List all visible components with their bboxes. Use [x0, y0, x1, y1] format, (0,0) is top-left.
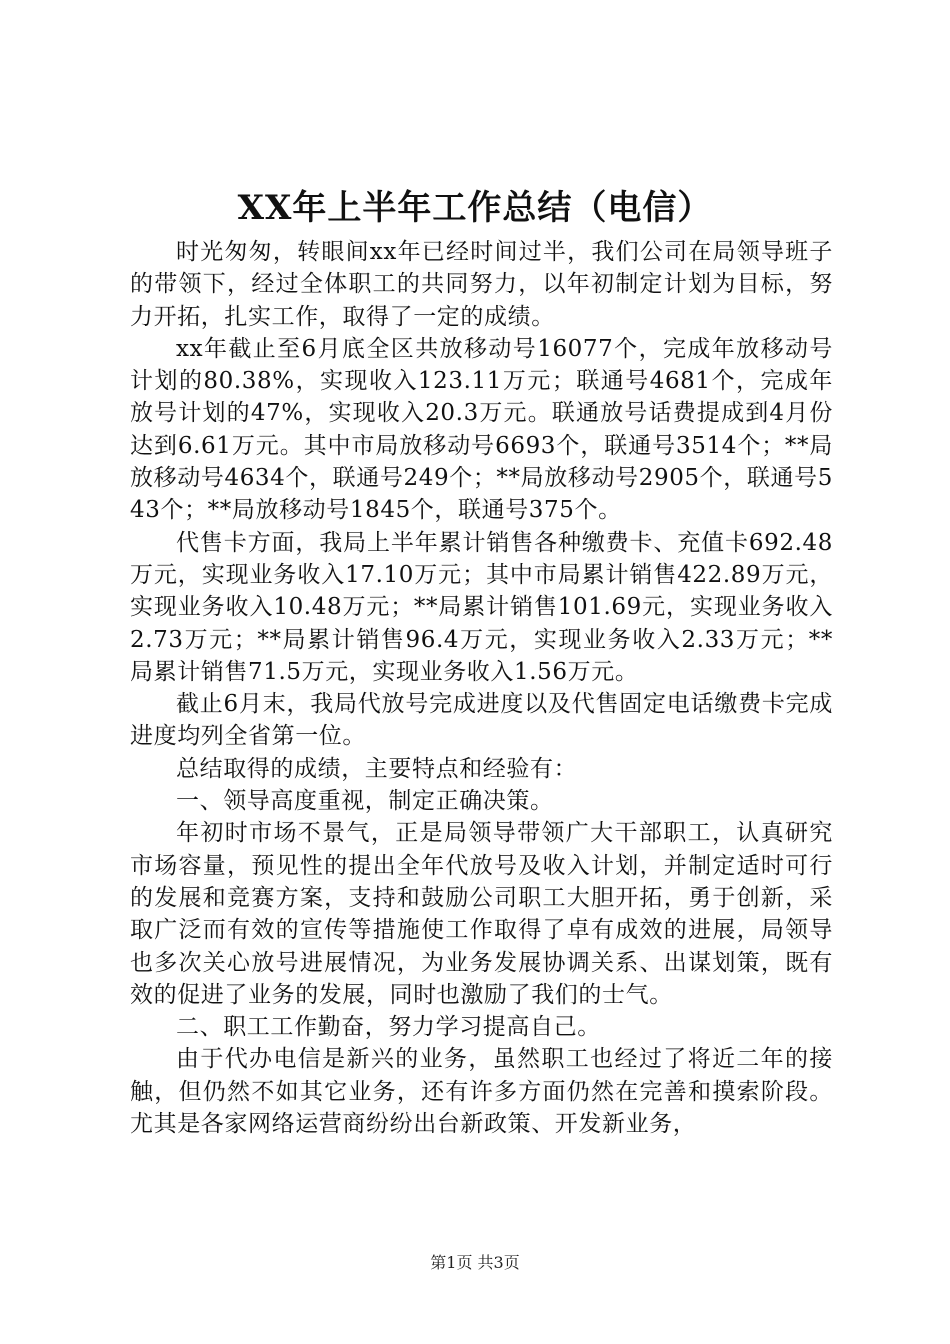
paragraph: 截止6月末，我局代放号完成进度以及代售固定电话缴费卡完成进度均列全省第一位。 — [130, 691, 833, 750]
section-heading: 一、领导高度重视，制定正确决策。 — [176, 788, 554, 815]
page-number: 第1页 共3页 — [430, 1253, 520, 1272]
paragraph: xx年截止至6月底全区共放移动号16077个，完成年放移动号计划的80.38%，实现收入123.11万元；联通号4681个，完成年放号计划的47%，实现收入20.3万元。联通放号话费提成到4月份达到6.61万元。其中市局放移动号6693个，联通号3514个；**局放移动号4634个，联通号249个；**局放移动号2905个，联通号543个；**局放移动号1845个，联通号375个。 — [130, 335, 833, 524]
paragraph: 时光匆匆，转眼间xx年已经时间过半，我们公司在局领导班子的带领下，经过全体职工的共同努力，以年初制定计划为目标，努力开拓，扎实工作，取得了一定的成绩。 — [130, 239, 833, 330]
section-heading: 二、职工工作勤奋，努力学习提高自己。 — [176, 1014, 601, 1041]
paragraph: 由于代办电信是新兴的业务，虽然职工也经过了将近二年的接触，但仍然不如其它业务，还有许多方面仍然在完善和摸索阶段。尤其是各家网络运营商纷纷出台新政策、开发新业务， — [130, 1046, 833, 1138]
paragraph: 年初时市场不景气，正是局领导带领广大干部职工，认真研究市场容量，预见性的提出全年代放号及收入计划，并制定适时可行的发展和竞赛方案，支持和鼓励公司职工大胆开拓，勇于创新，采取广泛而有效的宣传等措施使工作取得了卓有成效的进展，局领导也多次关心放号进展情况，为业务发展协调关系、出谋划策，既有效的促进了业务的发展，同时也激励了我们的士气。 — [130, 820, 833, 1008]
paragraph: 总结取得的成绩，主要特点和经验有： — [176, 755, 578, 782]
document-body — [130, 236, 833, 1140]
document-title: XX年上半年工作总结（电信） — [237, 188, 713, 228]
paragraph: 代售卡方面，我局上半年累计销售各种缴费卡、充值卡692.48万元，实现业务收入17.10万元；其中市局累计销售422.89万元，实现业务收入10.48万元；**局累计销售101.69元，实现业务收入2.73万元；**局累计销售96.4万元，实现业务收入2.33万元；**局累计销售71.5万元，实现业务收入1.56万元。 — [130, 529, 833, 685]
